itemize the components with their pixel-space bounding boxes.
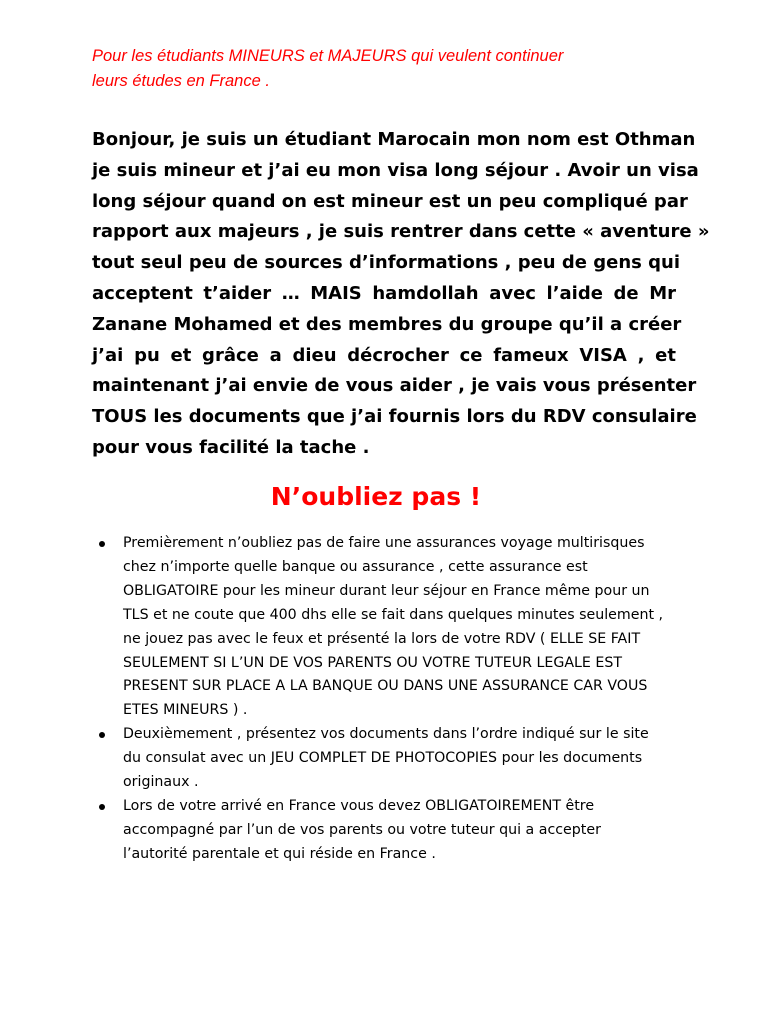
bullet-icon — [99, 541, 105, 547]
list-item-line: ETES MINEURS ) . — [123, 702, 248, 719]
list-item — [92, 532, 692, 723]
paragraph-line: maintenant j’ai envie de vous aider , je vais vous présenter — [92, 375, 697, 397]
paragraph-line: acceptent t’aider … MAIS hamdollah avec l’aide de Mr — [92, 282, 676, 304]
list-item-line: accompagné par l’un de vos parents ou votre tuteur qui a accepter — [123, 821, 601, 838]
intro-paragraph — [92, 125, 710, 464]
list-item-line: Lors de votre arrivé en France vous devez OBLIGATOIREMENT être — [123, 797, 595, 814]
paragraph-line: Zanane Mohamed et des membres du groupe qu’il a créer — [92, 313, 682, 335]
list-item-line: ne jouez pas avec le feux et présenté la lors de votre RDV ( ELLE SE FAIT — [123, 630, 641, 647]
paragraph-line: j’ai pu et grâce a dieu décrocher ce fameux VISA , et — [92, 344, 676, 366]
reminder-list — [92, 532, 692, 867]
list-item-line: chez n’importe quelle banque ou assurance , cette assurance est — [123, 558, 588, 575]
paragraph-line: long séjour quand on est mineur est un peu compliqué par — [92, 190, 688, 212]
list-item-line: PRESENT SUR PLACE A LA BANQUE OU DANS UNE ASSURANCE CAR VOUS — [123, 678, 648, 695]
list-item-line: OBLIGATOIRE pour les mineur durant leur séjour en France même pour un — [123, 582, 650, 599]
list-item — [92, 795, 692, 867]
paragraph-line: je suis mineur et j’ai eu mon visa long séjour . Avoir un visa — [92, 159, 699, 181]
intro-line: leurs études en France . — [92, 72, 270, 90]
list-item-line: SEULEMENT SI L’UN DE VOS PARENTS OU VOTRE TUTEUR LEGALE EST — [123, 654, 623, 671]
paragraph-line: pour vous facilité la tache . — [92, 436, 370, 458]
bullet-icon — [99, 732, 105, 738]
paragraph-line: Bonjour, je suis un étudiant Marocain mon nom est Othman — [92, 129, 696, 150]
bullet-icon — [99, 804, 105, 810]
intro-line: Pour les étudiants MINEURS et MAJEURS qui veulent continuer — [92, 47, 564, 65]
list-item-line: originaux . — [123, 774, 199, 791]
paragraph-line: TOUS les documents que j’ai fournis lors du RDV consulaire — [92, 406, 697, 428]
list-item-line: TLS et ne coute que 400 dhs elle se fait dans quelques minutes seulement , — [123, 606, 664, 623]
list-item-line: Premièrement n’oubliez pas de faire une assurances voyage multirisques — [123, 535, 645, 551]
intro-note — [92, 44, 672, 94]
list-item-line: l’autorité parentale et qui réside en France . — [123, 845, 436, 862]
list-item-line: du consulat avec un JEU COMPLET DE PHOTOCOPIES pour les documents — [123, 750, 643, 767]
paragraph-line: tout seul peu de sources d’informations , peu de gens qui — [92, 252, 681, 274]
list-item — [92, 723, 692, 795]
heading-text: N’oubliez pas ! — [270, 482, 482, 511]
list-item-line: Deuxièmement , présentez vos documents dans l’ordre indiqué sur le site — [123, 726, 649, 743]
paragraph-line: rapport aux majeurs , je suis rentrer dans cette « aventure » — [92, 221, 710, 243]
section-heading — [0, 478, 768, 516]
